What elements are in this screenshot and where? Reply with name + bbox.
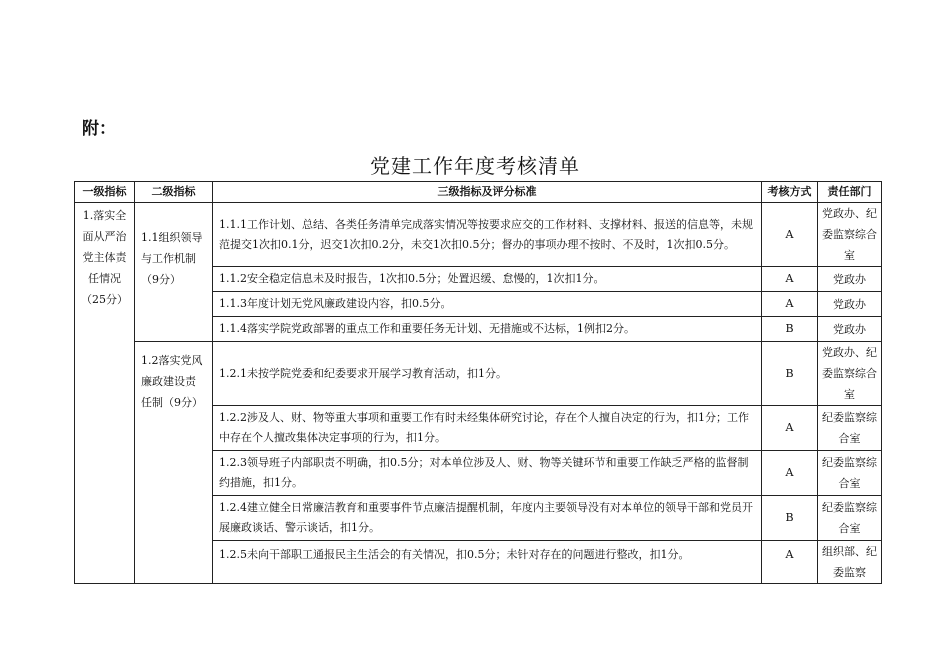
responsible-dept: 党政办 [818,317,882,342]
level1-indicator: 1.落实全面从严治党主体责任情况（25分） [75,203,135,584]
column-header: 三级指标及评分标准 [213,182,762,203]
responsible-dept: 纪委监察综合室 [818,451,882,496]
table-row [75,203,882,267]
responsible-dept: 纪委监察综合室 [818,406,882,451]
level3-item: 1.1.1工作计划、总结、各类任务清单完成落实情况等按要求应交的工作材料、支撑材料、报送的信息等，未规范提交1次扣0.1分，迟交1次扣0.2分，未交1次扣0.5分；督办的事项办理不按时、不及时，1次扣0.5分。 [213,203,762,267]
level2-indicator: 1.1组织领导与工作机制（9分） [135,203,213,342]
level3-item: 1.2.1未按学院党委和纪委要求开展学习教育活动，扣1分。 [213,342,762,406]
level3-item: 1.1.4落实学院党政部署的重点工作和重要任务无计划、无措施或不达标，1例扣2分。 [213,317,762,342]
level2-indicator: 1.2落实党风廉政建设责任制（9分） [135,342,213,584]
attachment-label: 附： [82,119,116,139]
document-title: 党建工作年度考核清单 [370,154,580,178]
level3-item: 1.2.4建立健全日常廉洁教育和重要事件节点廉洁提醒机制，年度内主要领导没有对本单位的领导干部和党员开展廉政谈话、警示谈话，扣1分。 [213,496,762,541]
level3-item: 1.2.2涉及人、财、物等重大事项和重要工作有时未经集体研究讨论，存在个人擅自决定的行为，扣1分；工作中存在个人擅改集体决定事项的行为，扣1分。 [213,406,762,451]
responsible-dept: 党政办、纪委监察综合室 [818,342,882,406]
assessment-method: B [762,317,818,342]
table-row [75,342,882,406]
level3-item: 1.2.3领导班子内部职责不明确，扣0.5分；对本单位涉及人、财、物等关键环节和重要工作缺乏严格的监督制约措施，扣1分。 [213,451,762,496]
level3-item: 1.1.2安全稳定信息未及时报告，1次扣0.5分；处置迟缓、怠慢的，1次扣1分。 [213,267,762,292]
assessment-method: A [762,292,818,317]
column-header: 考核方式 [762,182,818,203]
column-header: 一级指标 [75,182,135,203]
assessment-method: A [762,541,818,584]
column-header: 责任部门 [818,182,882,203]
responsible-dept: 纪委监察综合室 [818,496,882,541]
responsible-dept: 组织部、纪委监察 [818,541,882,584]
assessment-table [74,181,882,584]
responsible-dept: 党政办、纪委监察综合室 [818,203,882,267]
responsible-dept: 党政办 [818,267,882,292]
assessment-method: B [762,496,818,541]
assessment-method: A [762,267,818,292]
assessment-method: A [762,451,818,496]
level3-item: 1.2.5未向干部职工通报民主生活会的有关情况，扣0.5分；未针对存在的问题进行整改，扣1分。 [213,541,762,584]
responsible-dept: 党政办 [818,292,882,317]
table-header-row [75,182,882,203]
column-header: 二级指标 [135,182,213,203]
assessment-method: A [762,203,818,267]
level3-item: 1.1.3年度计划无党风廉政建设内容，扣0.5分。 [213,292,762,317]
assessment-method: B [762,342,818,406]
assessment-method: A [762,406,818,451]
